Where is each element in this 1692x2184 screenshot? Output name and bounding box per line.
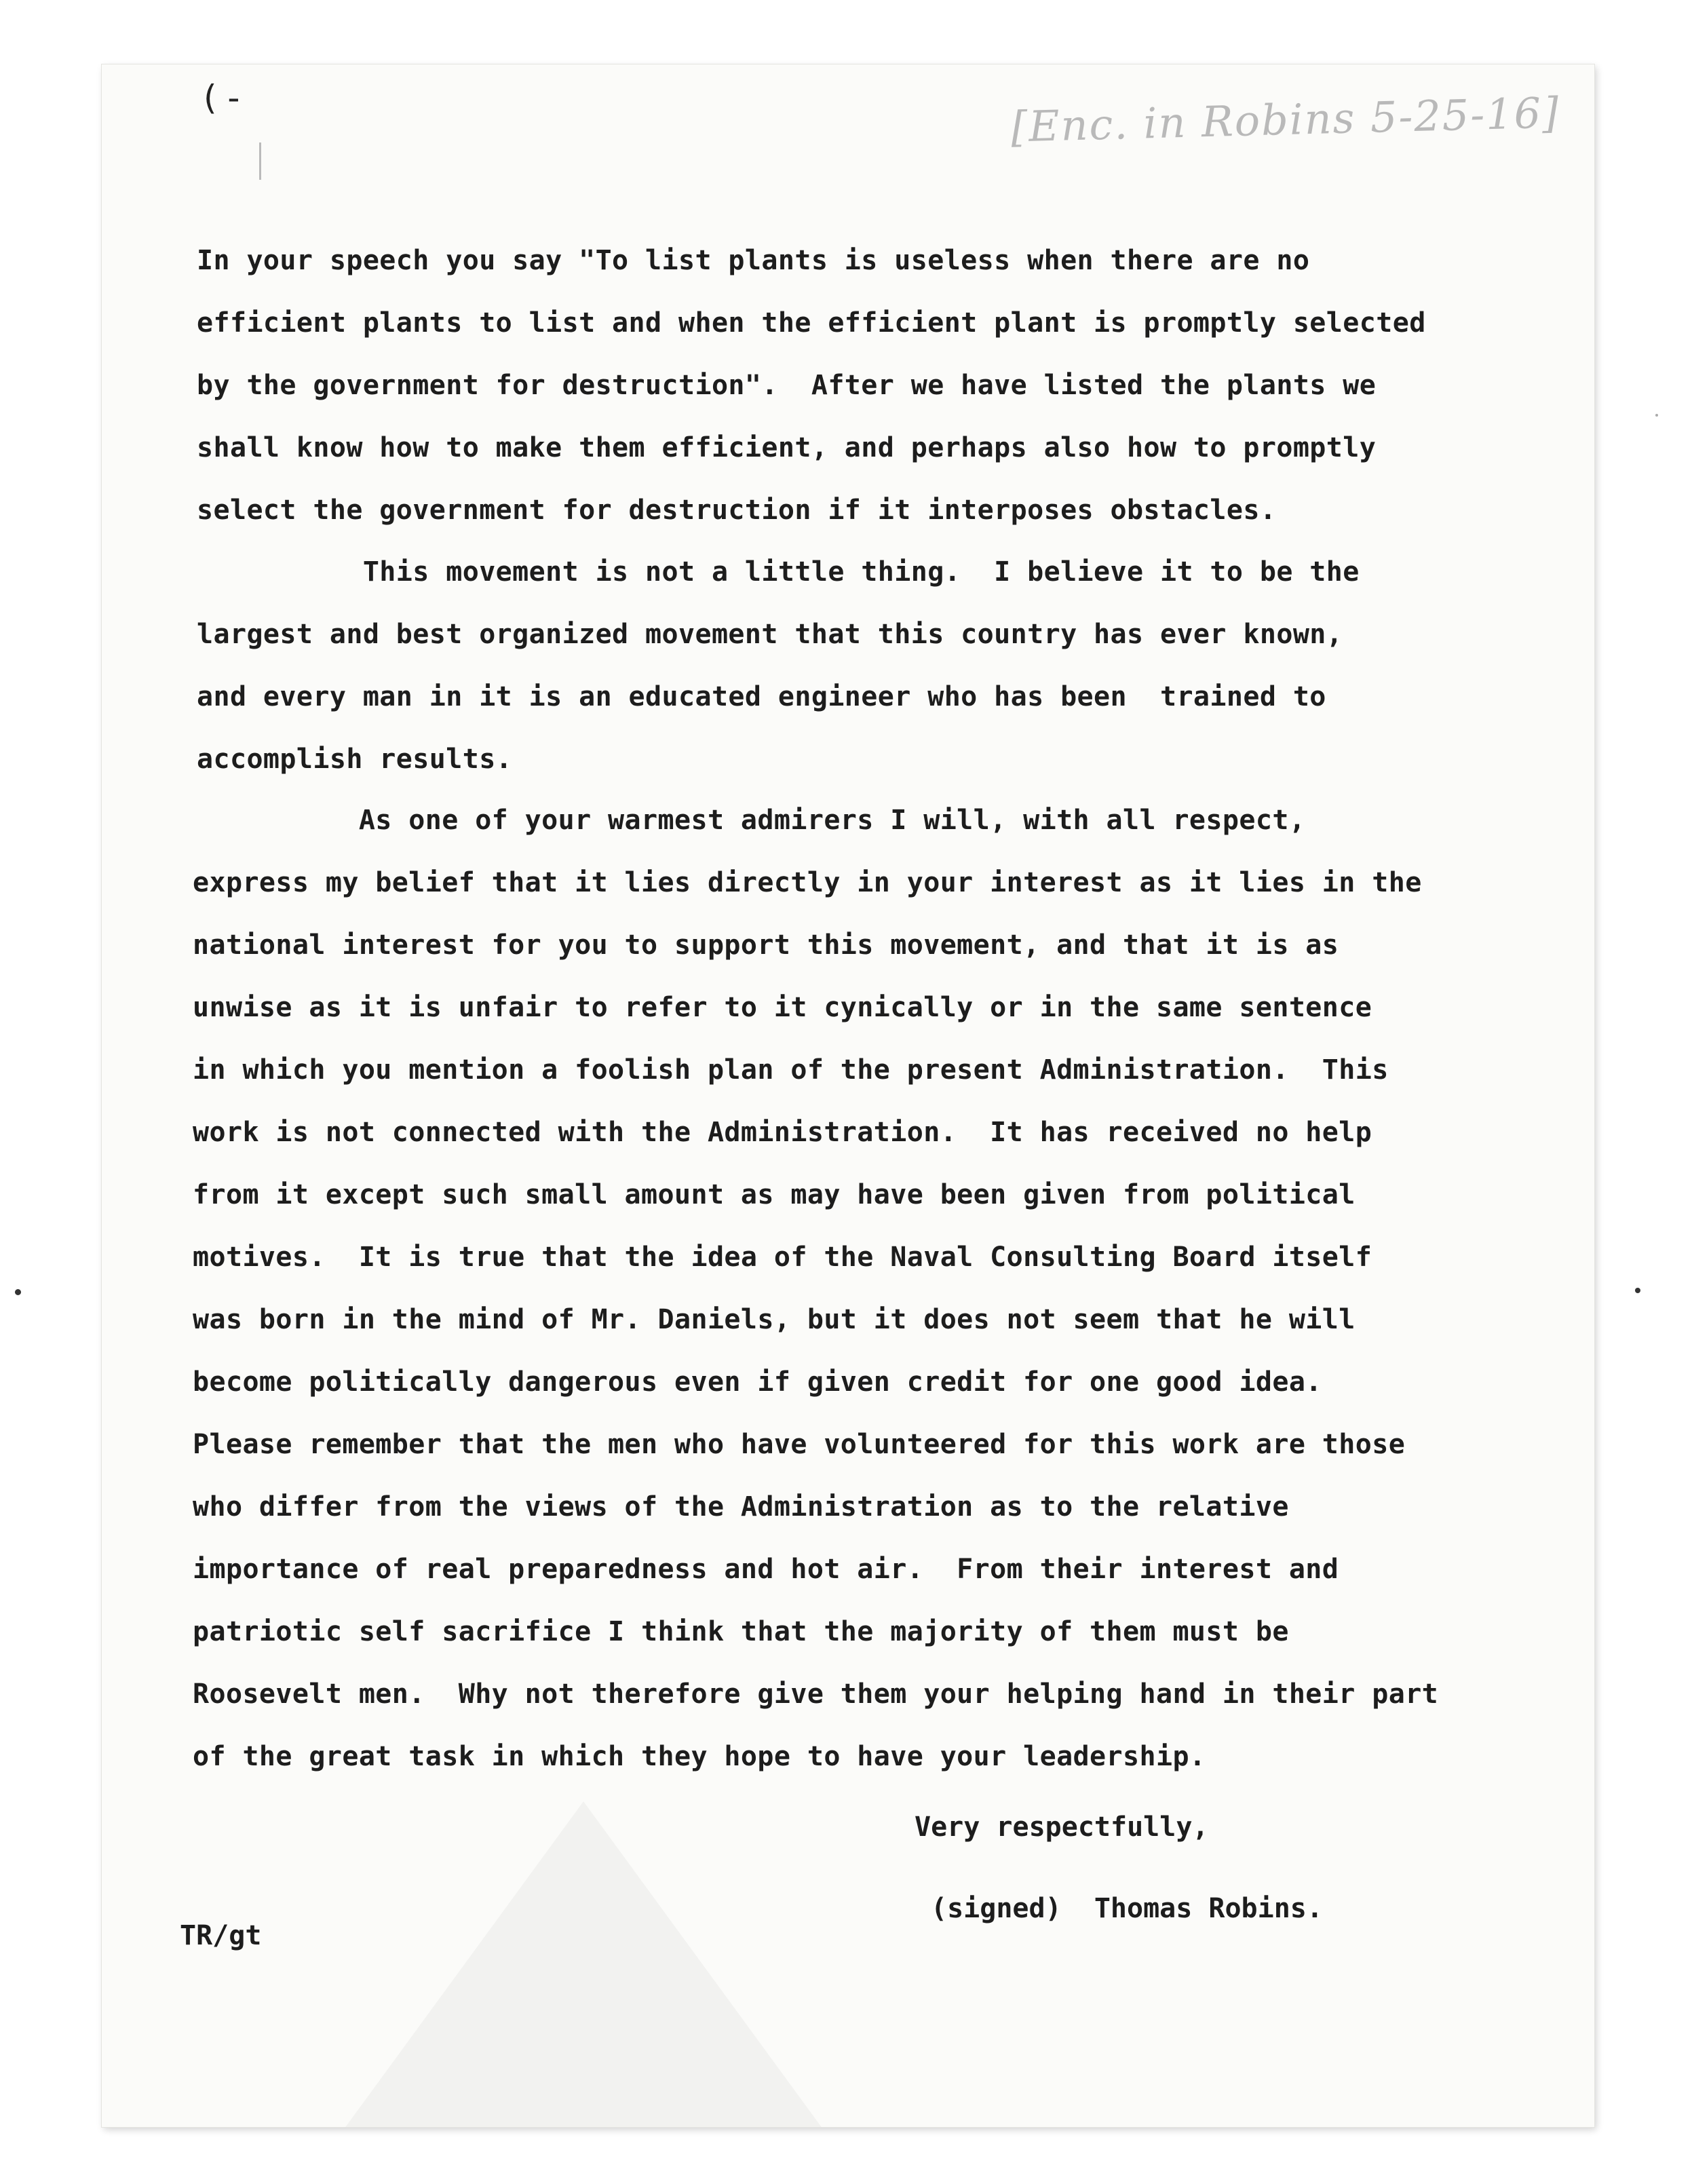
signature-line: (signed) Thomas Robins. <box>931 1893 1323 1924</box>
corner-tick <box>259 142 261 180</box>
scan-speck <box>1635 1288 1640 1293</box>
body-paragraph-1: In your speech you say "To list plants is useless when there are no efficient plants to list and when the efficient plant is promptly selected by the government for destruction". After we have listed the plants we shall know how to make them efficient, and perhaps also how to promptly select the government for destruction if it interposes obstacles. <box>197 245 1426 526</box>
scan-speck <box>1655 414 1658 417</box>
body-paragraph-2: This movement is not a little thing. I believe it to be the largest and best organized movement that this country has ever known, and every man in it is an educated engineer who has been trained to accomplish results. <box>197 556 1360 775</box>
typist-initials: TR/gt <box>180 1920 262 1951</box>
scan-speck <box>15 1289 21 1295</box>
body-paragraph-3: As one of your warmest admirers I will, with all respect, express my belief that it lies directly in your interest as it lies in the national interest for you to support this movement, and that it is as unwise as it is unfair to refer to it cynically or in the same sentence in which you mention a foolish plan of the present Administration. This work is not connected with the Administration. It has received no help from it except such small amount as may have been given from political motives. It is true that the idea of the Naval Consulting Board itself was born in the mind of Mr. Daniels, but it does not seem that he will become politically dangerous even if given credit for one good idea. Please remember that the men who have volunteered for this work are those who differ from the views of the Administration as to the relative importance of real preparedness and hot air. From their interest and patriotic self sacrifice I think that the majority of them must be Roosevelt men. Why not therefore give them your helping hand in their part of the great task in which they hope to have your leadership. <box>193 805 1439 1772</box>
handwritten-annotation: [Enc. in Robins 5-25-16] <box>1010 88 1561 152</box>
letter-page <box>102 64 1594 2127</box>
corner-mark: ( - <box>204 78 240 117</box>
closing-line: Very respectfully, <box>915 1812 1209 1843</box>
